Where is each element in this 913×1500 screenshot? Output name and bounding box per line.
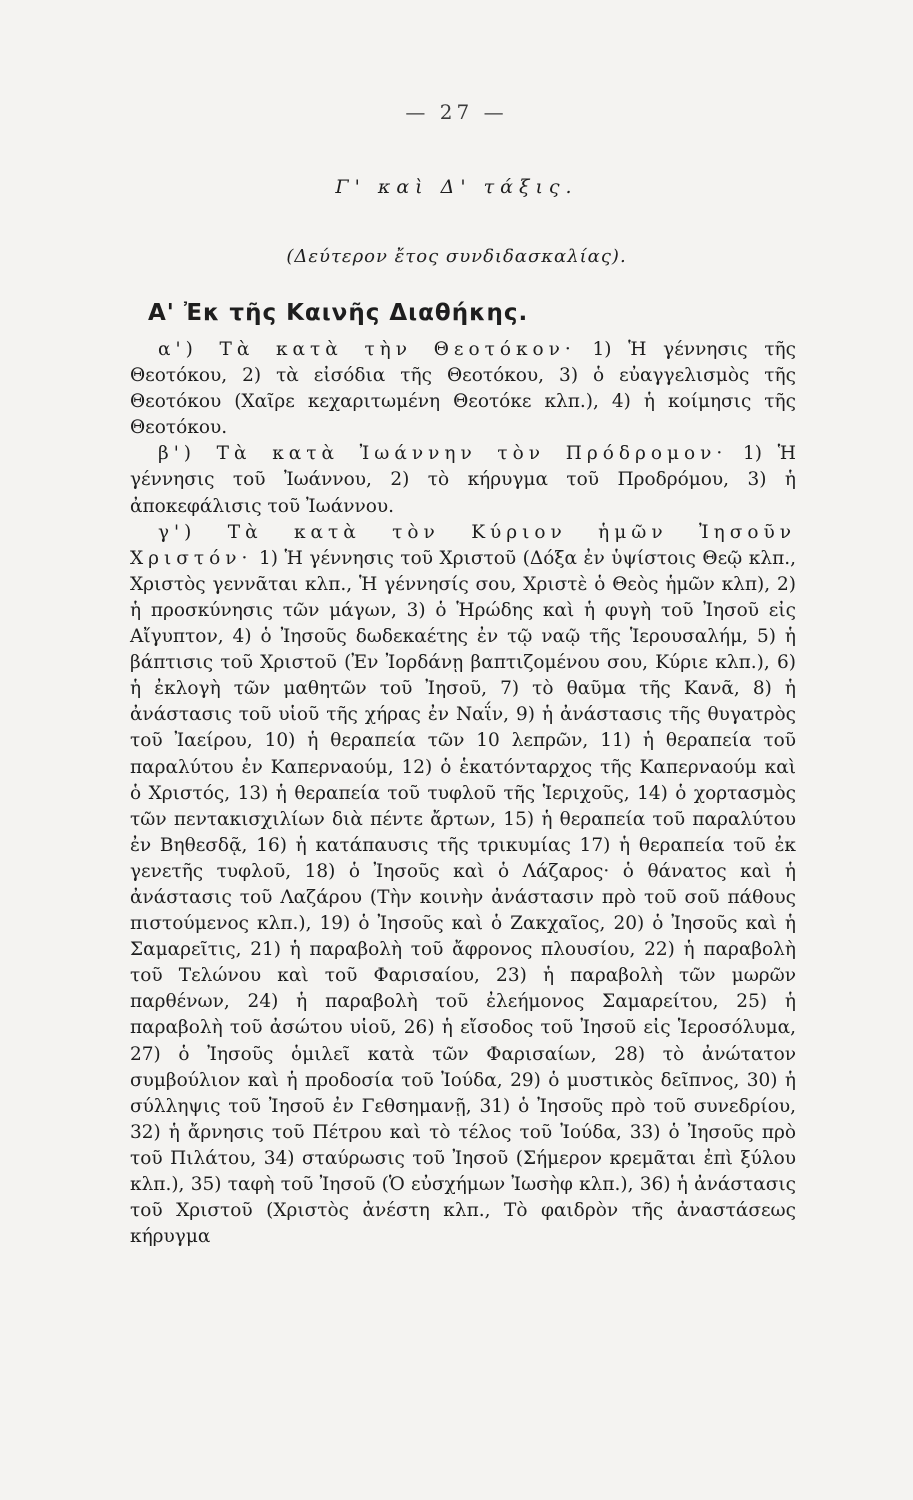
paragraph-lead: γ') Τὰ κατὰ τὸν Κύριον ἡμῶν Ἰησοῦν Χριστόν· [130,521,796,569]
paragraph-lead: α') Τὰ κατὰ τὴν Θεοτόκον· [158,339,576,360]
paragraph-text: 1) Ἡ γέννησις τοῦ Χριστοῦ (Δόξα ἐν ὑψίστοις Θεῷ κλπ., Χριστὸς γεννᾶται κλπ., Ἡ γέννησίς σου, Χριστὲ ὁ Θεὸς ἡμῶν κλπ), 2) ἡ προσκύνησις τῶν μάγων, 3) ὁ Ἡρώδης καὶ ἡ φυγὴ τοῦ Ἰησοῦ εἰς Αἴγυπτον, 4) ὁ Ἰησοῦς δωδεκαέτης ἐν τῷ ναῷ τῆς Ἱερουσαλήμ, 5) ἡ βάπτισις τοῦ Χριστοῦ (Ἐν Ἰορδάνῃ βαπτιζομένου σου, Κύριε κλπ.), 6) ἡ ἐκλογὴ τῶν μαθητῶν τοῦ Ἰησοῦ, 7) τὸ θαῦμα τῆς Κανᾶ, 8) ἡ ἀνάστασις τοῦ υἱοῦ τῆς χήρας ἐν Ναΐν, 9) ἡ ἀνάστασις τῆς θυγατρὸς τοῦ Ἰαείρου, 10) ἡ θεραπεία τῶν 10 λεπρῶν, 11) ἡ θεραπεία τοῦ παραλύτου ἐν Καπερναούμ, 12) ὁ ἑκατόνταρχος τῆς Καπερναούμ καὶ ὁ Χριστός, 13) ἡ θεραπεία τοῦ τυφλοῦ τῆς Ἱεριχοῦς, 14) ὁ χορτασμὸς τῶν πεντακισχιλίων διὰ πέντε ἄρτων, 15) ἡ θεραπεία τοῦ παραλύτου ἐν Βηθεσδᾷ, 16) ἡ κατάπαυσις τῆς τρικυμίας 17) ἡ θεραπεία τοῦ ἐκ γενετῆς τυφλοῦ, 18) ὁ Ἰησοῦς καὶ ὁ Λάζαρος· ὁ θάνατος καὶ ἡ ἀνάστασις τοῦ Λαζάρου (Τὴν κοινὴν ἀνάστασιν πρὸ τοῦ σοῦ πάθους πιστούμενος κλπ.), 19) ὁ Ἰησοῦς καὶ ὁ Ζακχαῖος, 20) ὁ Ἰησοῦς καὶ ἡ Σαμαρεῖτις, 21) ἡ παραβολὴ τοῦ ἄφρονος πλουσίου, 22) ἡ παραβολὴ τοῦ Τελώνου καὶ τοῦ Φαρισαίου, 23) ἡ παραβολὴ τῶν μωρῶν παρθένων, 24) ἡ παραβολὴ τοῦ ἐλεήμονος Σαμαρείτου, 25) ἡ παραβολὴ τοῦ ἀσώτου υἱοῦ, 26) ἡ εἴσοδος τοῦ Ἰησοῦ εἰς Ἱεροσόλυμα, 27) ὁ Ἰησοῦς ὁμιλεῖ κατὰ τῶν Φαρισαίων, 28) τὸ ἀνώτατον συμβούλιον καὶ ἡ προδοσία τοῦ Ἰούδα, 29) ὁ μυστικὸς δεῖπνος, 30) ἡ σύλληψις τοῦ Ἰησοῦ ἐν Γεθσημανῇ, 31) ὁ Ἰησοῦς πρὸ τοῦ συνεδρίου, 32) ἡ ἄρνησις τοῦ Πέτρου καὶ τὸ τέλος τοῦ Ἰούδα, 33) ὁ Ἰησοῦς πρὸ τοῦ Πιλάτου, 34) σταύρωσις τοῦ Ἰησοῦ (Σήμερον κρεμᾶται ἐπὶ ξύλου κλπ.), 35) ταφὴ τοῦ Ἰησοῦ (Ὁ εὐσχήμων Ἰωσὴφ κλπ.), 36) ἡ ἀνάστασις τοῦ Χριστοῦ (Χριστὸς ἀνέστη κλπ., Τὸ φαιδρὸν τῆς ἀναστάσεως κήρυγμα [130,547,796,1248]
paragraph-text: 1) Ἡ γέννησις τῆς Θεοτόκου, 2) τὰ εἰσόδια τῆς Θεοτόκου, 3) ὁ εὐαγγελισμὸς τῆς Θεοτόκου (Χαῖρε κεχαριτωμένη Θεοτόκε κλπ.), 4) ἡ κοίμησις τῆς Θεοτόκου. [130,339,796,439]
paragraph-christ [130,520,796,1251]
class-heading: Γ' καὶ Δ' τάξις. [335,176,578,198]
paragraph-prodromos [130,441,796,519]
body-text [130,337,796,1250]
paragraph-theotokos [130,337,796,441]
paragraph-lead: β') Τὰ κατὰ Ἰωάννην τὸν Πρόδρομον· [158,443,728,465]
paragraph-text: 1) Ἡ γέννησις τοῦ Ἰωάννου, 2) τὸ κήρυγμα τοῦ Προδρόμου, 3) ἡ ἀποκεφάλισις τοῦ Ἰωάννου. [130,443,796,517]
year-subtitle: (Δεύτερον ἔτος συνδιδασκαλίας). [286,246,627,267]
page-number: — 27 — [405,100,508,124]
section-heading: Α' Ἐκ τῆς Καινῆς Διαθήκης. [148,300,529,326]
